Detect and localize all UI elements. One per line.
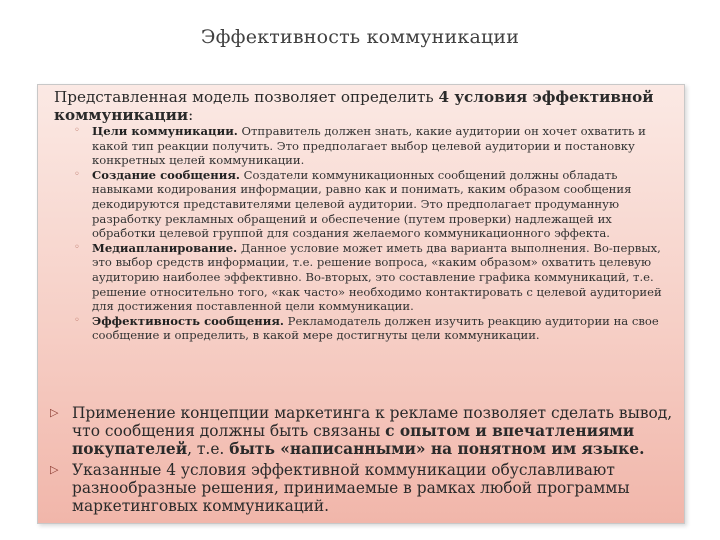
ring-bullet-icon: ◦ — [74, 314, 80, 326]
condition-item — [74, 168, 678, 241]
point-text: Применение концепции маркетинга к рекламе позволяет сделать вывод, что сообщения должны быть связаны — [72, 404, 673, 440]
main-point-item — [50, 404, 680, 458]
ring-bullet-icon: ◦ — [74, 125, 80, 136]
intro-tail: : — [188, 106, 194, 124]
condition-text: Отправитель должен знать, какие аудитории он хочет охватить и какой тип реакции получить. Это предполагает выбор целевой аудитории и постановку конкретных целей коммуникации. — [92, 124, 646, 168]
ring-bullet-icon: ◦ — [74, 168, 80, 180]
condition-item — [74, 314, 678, 343]
condition-term: Медиапланирование. — [92, 240, 238, 255]
condition-term: Эффективность сообщения. — [92, 313, 284, 328]
intro-lead: Представленная модель позволяет определить — [54, 88, 439, 106]
point-bold: с опытом и впечатлениями покупателей — [72, 422, 635, 458]
condition-item — [74, 241, 678, 314]
slide-title: Эффективность коммуникации — [200, 26, 520, 48]
triangle-bullet-icon: ▷ — [50, 406, 59, 419]
triangle-bullet-icon: ▷ — [50, 463, 59, 476]
intro-bold: 4 условия эффективной коммуникации — [54, 88, 654, 124]
point-text: , т.е. — [187, 440, 230, 458]
condition-text: Рекламодатель должен изучить реакцию аудитории на свое сообщение и определить, в какой мере достигнуты цели коммуникации. — [92, 313, 659, 343]
condition-term: Цели коммуникации. — [92, 124, 238, 138]
point-text: Указанные 4 условия эффективной коммуникации обуславливают разнообразные решения, принимаемые в рамках любой программы маркетинговых коммуникаций. — [72, 461, 630, 515]
conditions-list — [74, 124, 678, 343]
ring-bullet-icon: ◦ — [74, 241, 80, 253]
condition-term: Создание сообщения. — [92, 167, 240, 182]
condition-text: Создатели коммуникационных сообщений должны обладать навыками кодирования информации, равно как и понимать, каким образом сообщения декодируются представителями целевой аудитории. Это предполагает продуманную разработку рекламных обращений и обеспечение (путем проверки) надлежащей их обработки целевой группой для создания желаемого коммуникационного эффекта. — [92, 167, 632, 241]
condition-item — [74, 124, 678, 168]
condition-text: Данное условие может иметь два варианта выполнения. Во-первых, это выбор средств информации, т.е. решение вопроса, «каким образом» охватить целевую аудиторию наиболее эффективно. Во-вторых, это составление графика коммуникаций, т.е. решение относительно того, «как часто» необходимо контактировать с целевой аудиторией для достижения поставленной цели коммуникации. — [92, 240, 662, 314]
point-bold: быть «написанными» на понятном им языке. — [229, 440, 645, 458]
intro-paragraph — [54, 88, 680, 124]
main-point-item — [50, 461, 680, 515]
main-points-list — [50, 404, 680, 518]
